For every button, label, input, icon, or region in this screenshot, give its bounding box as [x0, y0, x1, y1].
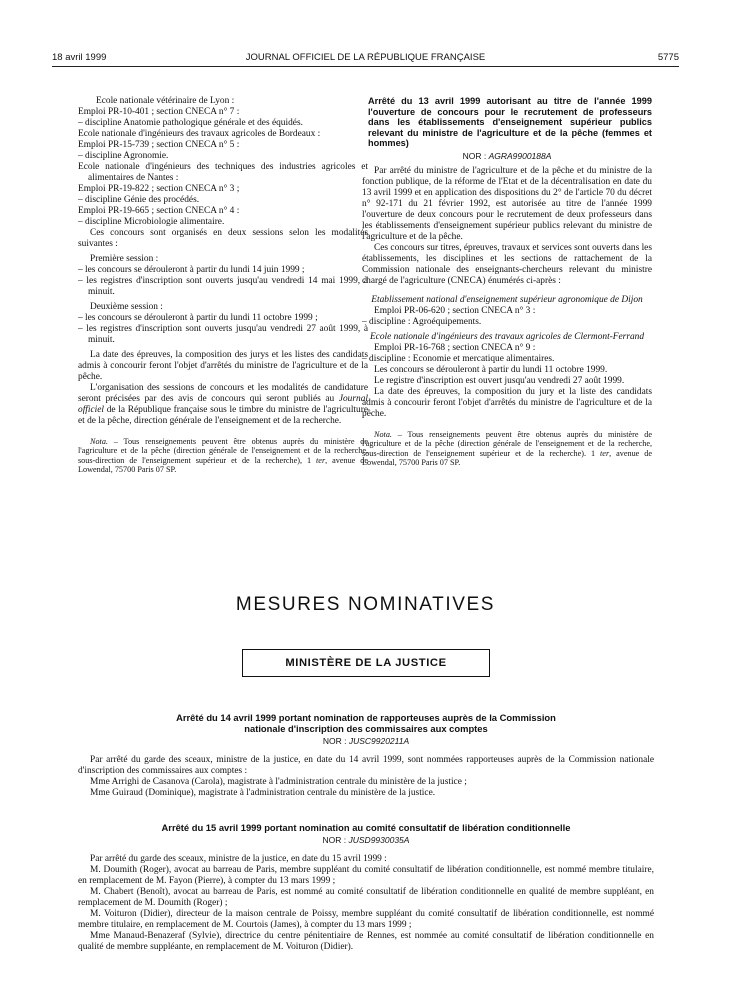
header-rule: [52, 66, 679, 67]
emploi-line: Emploi PR-10-401 ; section CNECA n° 7 :: [78, 107, 240, 117]
arrete-rapporteuses: [78, 712, 654, 799]
sessions-intro: Ces concours sont organisés en deux sessions selon les modalités suivantes :: [78, 228, 368, 249]
header-journal-title: JOURNAL OFFICIEL DE LA RÉPUBLIQUE FRANÇAISE: [245, 52, 486, 63]
header-page-number: 5775: [657, 52, 679, 63]
journal-officiel-italic: Journal officiel: [78, 394, 368, 415]
second-session-item: – les concours se dérouleront à partir du lundi 11 octobre 1999 ;: [78, 313, 318, 323]
emploi-line: Emploi PR-15-739 ; section CNECA n° 5 :: [78, 140, 240, 150]
nor-reference: NOR : JUSD9930035A: [322, 835, 410, 845]
paragraph: Les concours se dérouleront à partir du lundi 11 octobre 1999.: [374, 364, 608, 375]
discipline-line: – discipline : Economie et mercatique alimentaires.: [362, 353, 555, 364]
school-lyon: Ecole nationale vétérinaire de Lyon :: [96, 96, 235, 106]
second-session-item: – les registres d'inscription sont ouverts jusqu'au vendredi 27 août 1999, à minuit.: [78, 324, 368, 345]
emploi-line: Emploi PR-19-665 ; section CNECA n° 4 :: [78, 206, 240, 216]
paragraph: Mme Manaud-Benazeraf (Sylvie), directrice du centre pénitentiaire de Rennes, est nommée au comité consultatif de libération conditionnelle en qualité de membre suppléante, en remplacement de M. Voituron (Didier).: [78, 931, 654, 952]
discipline-line: – discipline Microbiologie alimentaire.: [78, 217, 225, 227]
nota-note: Nota. – Tous renseignements peuvent être obtenus auprès du ministère de l'agriculture et de la pêche (direction générale de l'enseignement et de la recherche, sous-direction de l'enseignement supérieur et de la recherche), 1 ter, avenue de Lowendal, 75700 Paris 07 SP.: [78, 437, 368, 475]
second-session-heading: Deuxième session :: [90, 302, 163, 312]
paragraph: La date des épreuves, la composition du jury et la liste des candidats admis à concourir feront l'objet d'arrêtés du ministre de l'agriculture et de la pêche.: [362, 386, 652, 419]
first-session-item: – les concours se dérouleront à partir du lundi 14 juin 1999 ;: [78, 265, 305, 275]
paragraph: Mme Guiraud (Dominique), magistrate à l'administration centrale du ministère de la justice.: [90, 788, 436, 798]
paragraph: Par arrêté du ministre de l'agriculture et de la pêche et du ministre de la fonction publique, de la réforme de l'Etat et de la décentralisation en date du 13 avril 1999 et en application des dispositions du 2° de l'article 70 du décret n° 92-171 du 21 février 1992, est autorisée au titre de l'année 1999 l'ouverture de deux concours pour le recrutement de deux professeurs dans les établissements d'enseignement supérieur publics relevant du ministre de l'agriculture et de la pêche.: [362, 165, 652, 242]
paragraph: L'organisation des sessions de concours et les modalités de candidature seront précisées par des avis de concours qui seront publiés au Journal officiel de la République française sous le timbre du ministre de l'agriculture et de la pêche, direction générale de l'enseignement et de la recherche.: [78, 383, 368, 426]
paragraph: Mme Arrighi de Casanova (Carola), magistrate à l'administration centrale du ministère de la justice ;: [90, 777, 467, 787]
paragraph: M. Voituron (Didier), directeur de la maison centrale de Poissy, membre suppléant du comité consultatif de libération conditionnelle, est nommé membre titulaire, en remplacement de M. Courtois (James), à compter du 13 mars 1999 ;: [78, 909, 654, 930]
emploi-line: Emploi PR-19-822 ; section CNECA n° 3 ;: [78, 184, 240, 194]
first-session-heading: Première session :: [90, 254, 159, 264]
discipline-line: – discipline Agronomie.: [78, 151, 169, 161]
header-date: 18 avril 1999: [52, 52, 107, 63]
paragraph: M. Chabert (Benoît), avocat au barreau de Paris, est nommé au comité consultatif de libération conditionnelle en qualité de membre suppléant, en remplacement de M. Doumith (Roger) ;: [78, 887, 654, 908]
discipline-line: – discipline Anatomie pathologique générale et des équidés.: [78, 118, 303, 128]
school-nantes: Ecole nationale d'ingénieurs des techniques des industries agricoles et alimentaires de Nantes :: [78, 162, 368, 183]
left-column: [78, 96, 368, 475]
paragraph: M. Doumith (Roger), avocat au barreau de Paris, membre suppléant du comité consultatif de libération conditionnelle, est nommé membre titulaire, en remplacement de M. Fayon (Pierre), à compter du 13 mars 1999 ;: [78, 865, 654, 886]
ministry-title: MINISTÈRE DE LA JUSTICE: [285, 657, 447, 669]
first-session-item: – les registres d'inscription sont ouverts jusqu'au vendredi 14 mai 1999, à minuit.: [78, 276, 368, 297]
article-title: Arrêté du 13 avril 1999 autorisant au titre de l'année 1999 l'ouverture de concours pour le recrutement de professeurs dans les établissements d'enseignement supérieur publics relevant du ministre de l'agriculture et de la pêche (femmes et hommes): [368, 96, 652, 149]
article-title: Arrêté du 15 avril 1999 portant nomination au comité consultatif de libération conditionnelle: [161, 822, 571, 833]
school-bordeaux: Ecole nationale d'ingénieurs des travaux agricoles de Bordeaux :: [78, 129, 321, 139]
right-column: [362, 96, 652, 468]
page-header: [52, 52, 679, 66]
emploi-line: Emploi PR-16-768 ; section CNECA n° 9 :: [374, 342, 536, 353]
paragraph: Par arrêté du garde des sceaux, ministre de la justice, en date du 15 avril 1999 :: [90, 854, 387, 864]
section-title: MESURES NOMINATIVES: [235, 594, 496, 615]
discipline-line: – discipline : Agroéquipements.: [362, 316, 482, 327]
nor-reference: NOR : JUSC9920211A: [322, 736, 410, 746]
nota-note: Nota. – Tous renseignements peuvent être obtenus auprès du ministère de l'agriculture et de la pêche (direction générale de l'enseignement et de la recherche, sous-direction de l'enseignement supérieur et de la recherche). 1 ter, avenue de Lowendal, 75700 Paris 07 SP.: [362, 429, 652, 468]
nor-reference: NOR : AGRA9900188A: [462, 150, 552, 161]
establishment-dijon: Etablissement national d'enseignement supérieur agronomique de Dijon: [371, 294, 643, 305]
emploi-line: Emploi PR-06-620 ; section CNECA n° 3 :: [374, 305, 536, 316]
paragraph: La date des épreuves, la composition des jurys et les listes des candidats admis à concourir feront l'objet d'arrêtés du ministre de l'agriculture et de la pêche.: [78, 350, 368, 382]
paragraph: Ces concours sur titres, épreuves, travaux et services sont ouverts dans les établissements, les disciplines et les sections de rattachement de la Commission nationale des enseignants-chercheurs relevant du ministre chargé de l'agriculture (CNECA) énumérés ci-après :: [362, 242, 652, 286]
paragraph: Par arrêté du garde des sceaux, ministre de la justice, en date du 14 avril 1999, sont nommées rapporteuses auprès de la Commission nationale d'inscription des commissaires aux comptes :: [78, 755, 654, 776]
establishment-clermont: Ecole nationale d'ingénieurs des travaux agricoles de Clermont-Ferrand: [369, 331, 645, 342]
discipline-line: – discipline Génie des procédés.: [78, 195, 200, 205]
ministry-box: [242, 649, 490, 677]
article-title: Arrêté du 14 avril 1999 portant nomination de rapporteuses auprès de la Commission nationale d'inscription des commissaires aux comptes: [176, 712, 556, 734]
paragraph: Le registre d'inscription est ouvert jusqu'au vendredi 27 août 1999.: [374, 375, 625, 386]
arrete-liberation: [78, 822, 654, 953]
